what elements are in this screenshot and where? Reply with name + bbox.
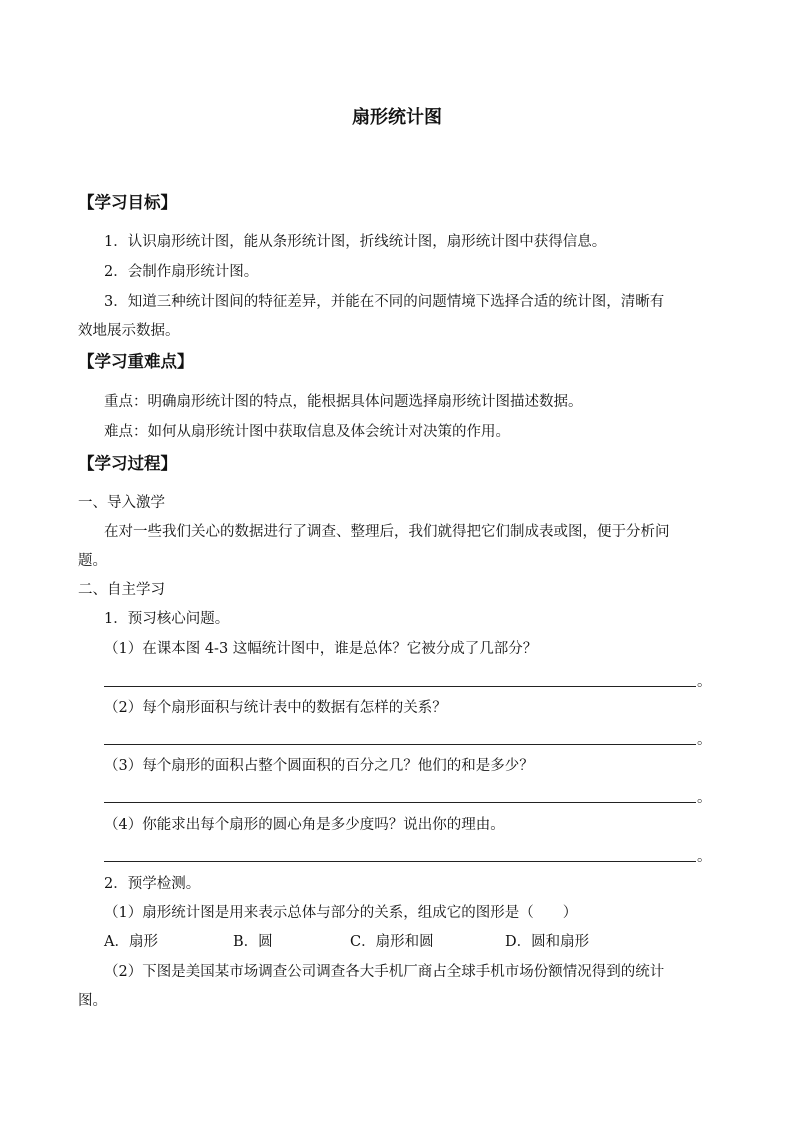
question-1: （1）在课本图 4-3 这幅统计图中，谁是总体？它被分成了几部分？ xyxy=(104,641,538,657)
answer-line-2[interactable] xyxy=(104,744,696,745)
question-2: （2）每个扇形面积与统计表中的数据有怎样的关系？ xyxy=(104,700,447,716)
part-1-heading: 一、导入激学 xyxy=(78,495,165,511)
goal-1: 1．认识扇形统计图，能从条形统计图，折线统计图，扇形统计图中获得信息。 xyxy=(104,234,607,250)
answer-end-mark: 。 xyxy=(697,732,712,748)
answer-line-1[interactable] xyxy=(104,686,696,687)
pretest-heading: 2．预学检测。 xyxy=(104,876,201,892)
pretest-question-2-line-2: 图。 xyxy=(78,993,107,1009)
goal-3-line-2: 效地展示数据。 xyxy=(78,323,180,339)
pretest-question-1: （1）扇形统计图是用来表示总体与部分的关系，组成它的图形是（ ） xyxy=(104,905,578,921)
answer-end-mark: 。 xyxy=(697,849,712,865)
section-heading-goals: 【学习目标】 xyxy=(78,193,177,212)
option-a[interactable]: A．扇形 xyxy=(104,934,158,950)
key-focus: 重点：明确扇形统计图的特点，能根据具体问题选择扇形统计图描述数据。 xyxy=(104,394,583,410)
answer-end-mark: 。 xyxy=(697,674,712,690)
question-4: （4）你能求出每个扇形的圆心角是多少度吗？说出你的理由。 xyxy=(104,817,505,833)
pretest-question-2-line-1: （2）下图是美国某市场调查公司调查各大手机厂商占全球手机市场份额情况得到的统计 xyxy=(104,964,665,980)
page-title: 扇形统计图 xyxy=(352,107,442,128)
question-3: （3）每个扇形的面积占整个圆面积的百分之几？他们的和是多少？ xyxy=(104,758,534,774)
key-difficulty: 难点：如何从扇形统计图中获取信息及体会统计对决策的作用。 xyxy=(104,424,510,440)
answer-end-mark: 。 xyxy=(697,790,712,806)
answer-line-3[interactable] xyxy=(104,802,696,803)
section-heading-process: 【学习过程】 xyxy=(78,454,177,473)
intro-line-1: 在对一些我们关心的数据进行了调查、整理后，我们就得把它们制成表或图，便于分析问 xyxy=(104,524,670,540)
part-2-heading: 二、自主学习 xyxy=(78,582,165,598)
option-d[interactable]: D．圆和扇形 xyxy=(505,934,590,950)
option-b[interactable]: B．圆 xyxy=(233,934,273,950)
goal-3-line-1: 3．知道三种统计图间的特征差异，并能在不同的问题情境下选择合适的统计图，清晰有 xyxy=(104,294,665,310)
preview-heading: 1．预习核心问题。 xyxy=(104,611,230,627)
option-c[interactable]: C．扇形和圆 xyxy=(350,934,434,950)
section-heading-key-points: 【学习重难点】 xyxy=(78,352,194,371)
intro-line-2: 题。 xyxy=(78,553,107,569)
goal-2: 2．会制作扇形统计图。 xyxy=(104,264,259,280)
answer-line-4[interactable] xyxy=(104,861,696,862)
